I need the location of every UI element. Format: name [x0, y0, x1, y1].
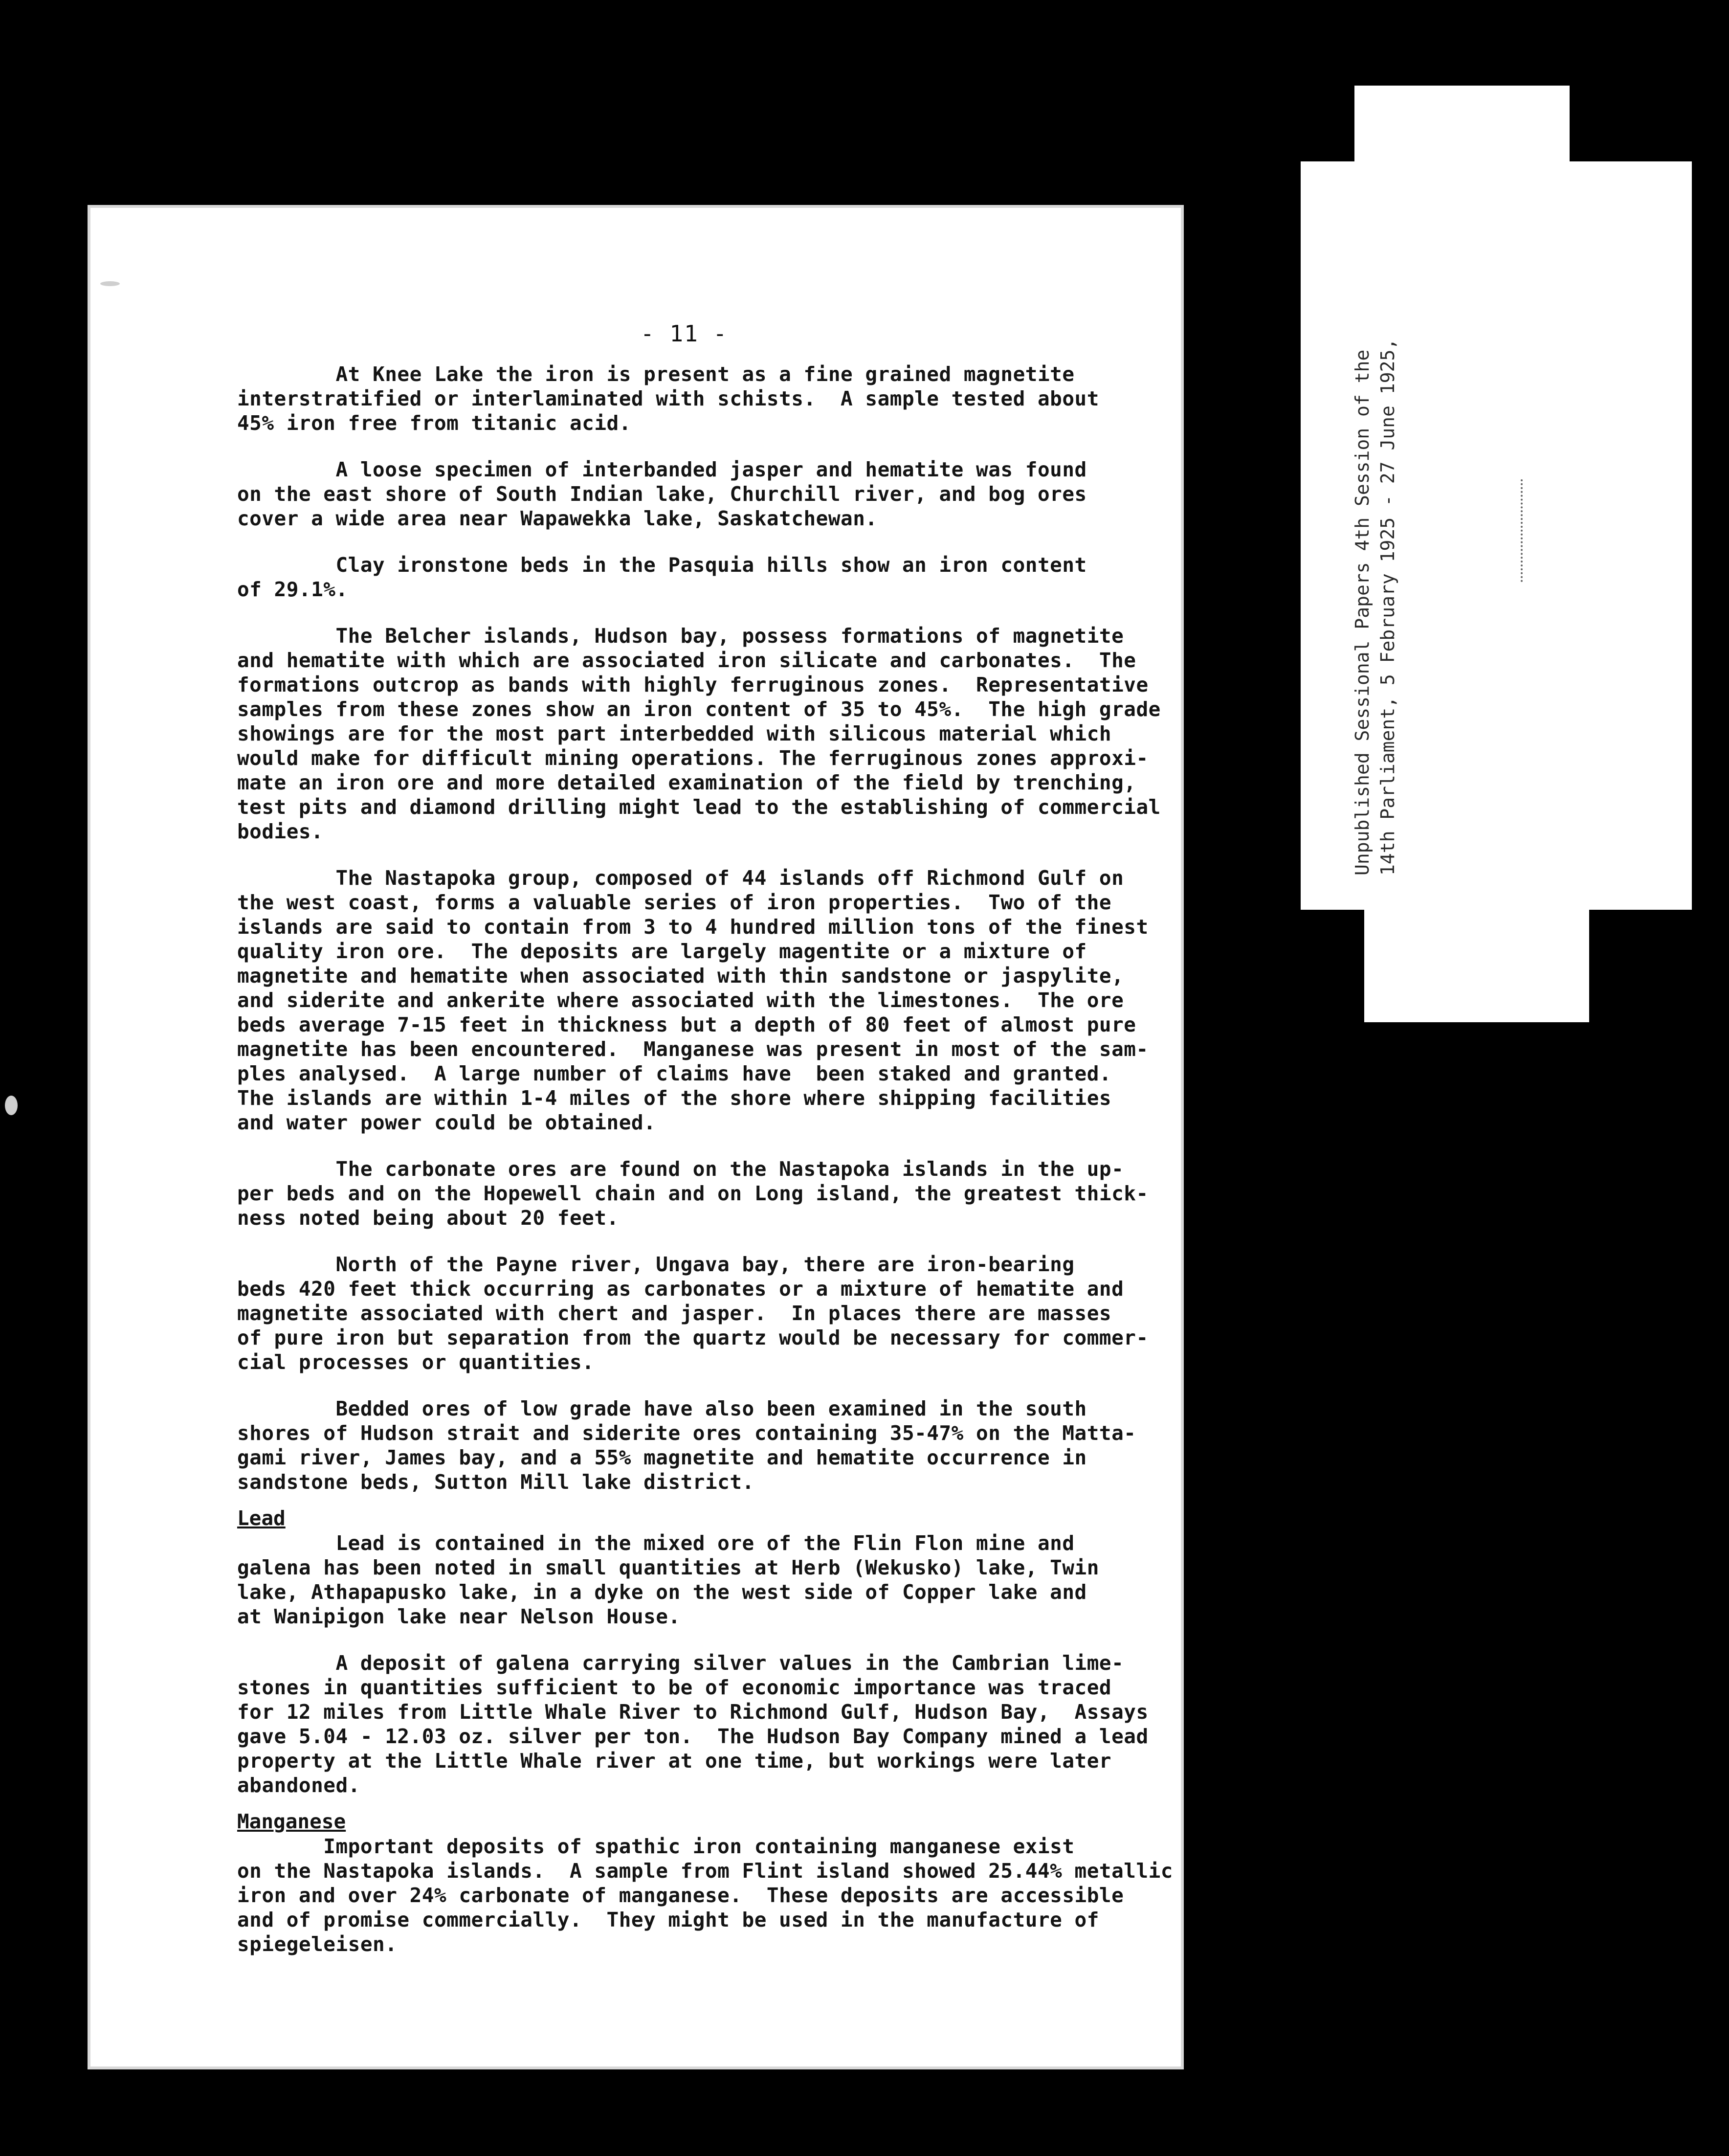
text-line: The islands are within 1-4 miles of the shore where shipping facilities — [237, 1086, 1112, 1110]
text-line: and siderite and ankerite where associated with the limestones. The ore — [237, 988, 1124, 1012]
text-line: lake, Athapapusko lake, in a dyke on the west side of Copper lake and — [237, 1580, 1087, 1604]
text-line: sandstone beds, Sutton Mill lake district. — [237, 1470, 754, 1494]
text-line: for 12 miles from Little Whale River to Richmond Gulf, Hudson Bay, Assays — [237, 1700, 1149, 1724]
text-line: North of the Payne river, Ungava bay, there are iron-bearing — [237, 1253, 1075, 1276]
paper-speck — [5, 1096, 18, 1115]
text-line: on the east shore of South Indian lake, Churchill river, and bog ores — [237, 482, 1087, 506]
text-line: on the Nastapoka islands. A sample from Flint island showed 25.44% metallic — [237, 1859, 1173, 1883]
text-line: test pits and diamond drilling might lead to the establishing of commercial — [237, 795, 1161, 819]
text-line: Important deposits of spathic iron containing manganese exist — [237, 1835, 1075, 1858]
slip-line-1: Unpublished Sessional Papers 4th Session of the — [1352, 349, 1373, 876]
text-line: Lead is contained in the mixed ore of the Flin Flon mine and — [237, 1531, 1075, 1555]
text-line: and of promise commercially. They might be used in the manufacture of — [237, 1908, 1099, 1931]
text-line: islands are said to contain from 3 to 4 hundred million tons of the finest — [237, 915, 1149, 939]
text-line: A deposit of galena carrying silver values in the Cambrian lime- — [237, 1651, 1124, 1675]
text-line: of 29.1%. — [237, 578, 348, 601]
text-line: gave 5.04 - 12.03 oz. silver per ton. The Hudson Bay Company mined a lead — [237, 1725, 1149, 1748]
text-line: magnetite has been encountered. Manganese was present in most of the sam- — [237, 1037, 1149, 1061]
text-line: mate an iron ore and more detailed examination of the field by trenching, — [237, 771, 1136, 794]
text-line: quality iron ore. The deposits are largely magentite or a mixture of — [237, 940, 1087, 963]
text-line: the west coast, forms a valuable series of iron properties. Two of the — [237, 891, 1112, 914]
document-body — [90, 208, 1181, 2066]
slip-line-2: 14th Parliament, 5 February 1925 - 27 June 1925, — [1377, 338, 1398, 876]
text-line: A loose specimen of interbanded jasper and hematite was found — [237, 458, 1087, 481]
text-line: spiegeleisen. — [237, 1932, 398, 1956]
section-heading-lead: Lead — [237, 1506, 286, 1530]
text-line: bodies. — [237, 820, 324, 843]
text-line: The carbonate ores are found on the Nastapoka islands in the up- — [237, 1157, 1124, 1181]
text-line: and water power could be obtained. — [237, 1111, 656, 1134]
text-line: property at the Little Whale river at one time, but workings were later — [237, 1749, 1112, 1773]
text-line: beds 420 feet thick occurring as carbonates or a mixture of hematite and — [237, 1277, 1124, 1301]
text-line: ples analysed. A large number of claims have been staked and granted. — [237, 1062, 1112, 1085]
paper-speck — [100, 281, 120, 286]
text-line: and hematite with which are associated iron silicate and carbonates. The — [237, 649, 1136, 672]
text-line: samples from these zones show an iron content of 35 to 45%. The high grade — [237, 697, 1161, 721]
document-page — [90, 208, 1181, 2066]
text-line: 45% iron free from titanic acid. — [237, 411, 631, 435]
archive-slip-bottom — [1364, 905, 1589, 1022]
text-line: formations outcrop as bands with highly ferruginous zones. Representative — [237, 673, 1149, 696]
page-number: - 11 - — [641, 320, 728, 347]
text-line: shores of Hudson strait and siderite ores containing 35-47% on the Matta- — [237, 1421, 1136, 1445]
text-line: gami river, James bay, and a 55% magnetite and hematite occurrence in — [237, 1446, 1087, 1469]
text-line: iron and over 24% carbonate of manganese. These deposits are accessible — [237, 1884, 1124, 1907]
section-heading-manganese: Manganese — [237, 1810, 346, 1833]
text-line: magnetite and hematite when associated with thin sandstone or jaspylite, — [237, 964, 1124, 988]
text-line: The Belcher islands, Hudson bay, possess formations of magnetite — [237, 624, 1124, 648]
text-line: cial processes or quantities. — [237, 1350, 595, 1374]
text-line: magnetite associated with chert and jasper. In places there are masses — [237, 1302, 1112, 1325]
text-line: The Nastapoka group, composed of 44 islands off Richmond Gulf on — [237, 866, 1124, 890]
text-line: Bedded ores of low grade have also been examined in the south — [237, 1397, 1087, 1420]
text-line: stones in quantities sufficient to be of economic importance was traced — [237, 1676, 1112, 1699]
text-line: beds average 7-15 feet in thickness but a depth of 80 feet of almost pure — [237, 1013, 1136, 1036]
text-line: At Knee Lake the iron is present as a fine grained magnetite — [237, 362, 1075, 386]
text-line: cover a wide area near Wapawekka lake, Saskatchewan. — [237, 507, 878, 530]
text-line: interstratified or interlaminated with schists. A sample tested about — [237, 387, 1099, 410]
text-line: showings are for the most part interbedded with silicous material which — [237, 722, 1112, 745]
text-line: ness noted being about 20 feet. — [237, 1206, 619, 1230]
text-line: of pure iron but separation from the quartz would be necessary for commer- — [237, 1326, 1149, 1349]
archive-slip-label — [1350, 264, 1400, 876]
slip-mark — [1521, 479, 1530, 582]
text-line: abandoned. — [237, 1774, 360, 1797]
text-line: per beds and on the Hopewell chain and on Long island, the greatest thick- — [237, 1182, 1149, 1205]
text-line: Clay ironstone beds in the Pasquia hills show an iron content — [237, 553, 1087, 577]
text-line: at Wanipigon lake near Nelson House. — [237, 1605, 681, 1628]
text-line: galena has been noted in small quantities at Herb (Wekusko) lake, Twin — [237, 1556, 1099, 1579]
text-line: would make for difficult mining operations. The ferruginous zones approxi- — [237, 746, 1149, 770]
